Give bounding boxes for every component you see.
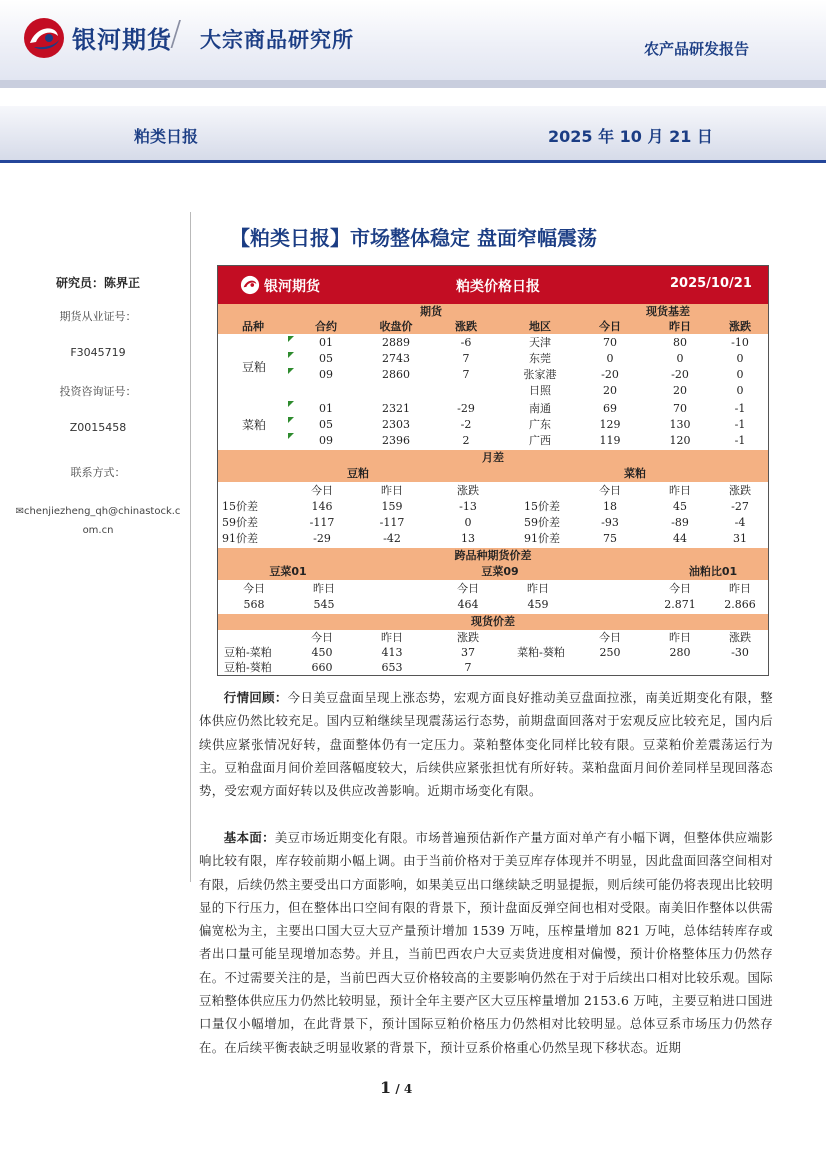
spot-spread-header: 现货价差 [471, 615, 515, 628]
value: 2.866 [724, 598, 756, 611]
cross-spread-header: 跨品种期货价差 [454, 549, 532, 562]
basis-change: -1 [734, 434, 746, 447]
col-header: 昨日 [313, 582, 335, 595]
envelope-icon: ✉ [15, 506, 24, 517]
row-label: 豆粕-葵粕 [224, 661, 272, 674]
col-header: 今日 [311, 631, 333, 644]
spot-basis-header: 现货基差 [646, 305, 690, 318]
page-separator: / [391, 1082, 404, 1096]
soymeal-label: 豆粕 [241, 360, 266, 374]
close-price: 2321 [382, 402, 410, 415]
value: -30 [731, 646, 749, 659]
monthly-spread-header: 月差 [482, 451, 504, 464]
flag-icon [288, 417, 294, 423]
basis-change: 0 [736, 352, 744, 365]
change: -6 [460, 336, 472, 349]
col-header: 今日 [457, 582, 479, 595]
basis-yesterday: 80 [673, 336, 687, 349]
close-price: 2860 [382, 368, 410, 381]
flag-icon [288, 433, 294, 439]
value: 459 [527, 598, 549, 611]
basis-today: 0 [606, 352, 614, 365]
col-header: 涨跌 [729, 320, 751, 333]
basis-yesterday: 120 [669, 434, 691, 447]
flag-icon [288, 352, 294, 358]
report-title: 【粕类日报】市场整体稳定 盘面窄幅震荡 [230, 226, 597, 250]
basis-yesterday: 130 [669, 418, 691, 431]
col-header: 昨日 [669, 320, 691, 333]
value: 37 [461, 646, 475, 659]
value: 660 [311, 661, 333, 674]
sidebar-divider [190, 212, 191, 882]
change: 7 [462, 352, 470, 365]
monthly-soymeal-label: 豆粕 [347, 467, 369, 480]
price-table [217, 265, 769, 676]
basis-change: -1 [734, 402, 746, 415]
galaxy-futures-logo-icon [240, 275, 260, 295]
table-brand: 银河期货 [264, 279, 320, 295]
col-header: 今日 [311, 484, 333, 497]
futures-cert: F3045719 [70, 346, 126, 359]
daily-title: 粕类日报 [134, 127, 199, 146]
col-header: 地区 [529, 320, 551, 333]
value: -93 [601, 516, 619, 529]
change: -2 [460, 418, 472, 431]
value: -13 [459, 500, 477, 513]
basis-yesterday: 70 [673, 402, 687, 415]
flag-icon [288, 336, 294, 342]
row-label: 91价差 [222, 532, 258, 545]
value: 75 [603, 532, 617, 545]
value: -117 [309, 516, 335, 529]
col-header: 昨日 [729, 582, 751, 595]
col-header: 品种 [242, 320, 264, 333]
page-number [380, 1078, 412, 1097]
value: 413 [381, 646, 403, 659]
basis-change: -10 [731, 336, 749, 349]
table-title: 粕类价格日报 [456, 279, 540, 295]
title-band-rule [0, 160, 826, 163]
close-price: 2889 [382, 336, 410, 349]
close-price: 2303 [382, 418, 410, 431]
col-header: 昨日 [669, 484, 691, 497]
basis-change: -1 [734, 418, 746, 431]
change: 7 [462, 368, 470, 381]
col-header: 今日 [599, 484, 621, 497]
contract: 01 [319, 402, 333, 415]
researcher: 研究员：陈界正 [55, 276, 140, 290]
col-header: 今日 [243, 582, 265, 595]
basis-change: 0 [736, 384, 744, 397]
col-header: 昨日 [381, 484, 403, 497]
col-header: 涨跌 [457, 484, 479, 497]
close-price: 2396 [382, 434, 410, 447]
value: 280 [669, 646, 691, 659]
region: 日照 [529, 384, 551, 397]
change: -29 [457, 402, 475, 415]
value: -4 [734, 516, 746, 529]
report-date: 2025 年 10 月 21 日 [548, 127, 713, 146]
contact-email[interactable] [14, 502, 182, 540]
contract: 09 [319, 434, 333, 447]
contract: 09 [319, 368, 333, 381]
basis-today: 129 [599, 418, 621, 431]
col-header: 今日 [669, 582, 691, 595]
email-line1: chenjiezheng_qh@chinastock.c [23, 506, 181, 517]
value: 250 [599, 646, 621, 659]
basis-today: -20 [601, 368, 619, 381]
col-header: 昨日 [669, 631, 691, 644]
row-label: 15价差 [524, 500, 560, 513]
value: 464 [457, 598, 479, 611]
consult-cert-label: 投资咨询证号： [59, 385, 137, 398]
col-header: 合约 [315, 320, 337, 333]
page-total: 4 [403, 1082, 413, 1096]
brand-name: 银河期货 [72, 26, 172, 54]
value: -42 [383, 532, 401, 545]
contract: 01 [319, 336, 333, 349]
cross-g1-label: 豆菜01 [269, 565, 307, 578]
table-date: 2025/10/21 [670, 276, 752, 291]
basis-today: 70 [603, 336, 617, 349]
futures-header: 期货 [420, 305, 442, 318]
row-label: 59价差 [524, 516, 560, 529]
row-label: 91价差 [524, 532, 560, 545]
report-type: 农产品研发报告 [644, 40, 750, 58]
region: 张家港 [523, 368, 557, 381]
table-header [218, 266, 768, 304]
col-header: 涨跌 [729, 484, 751, 497]
monthly-rapemeal-label: 菜粕 [624, 467, 646, 480]
col-header: 今日 [599, 631, 621, 644]
page-current: 1 [380, 1078, 392, 1097]
basis-today: 20 [603, 384, 617, 397]
flag-icon [288, 368, 294, 374]
contact-label: 联系方式： [70, 466, 126, 479]
value: 7 [464, 661, 472, 674]
institute-name: 大宗商品研究所 [200, 28, 354, 52]
value: 146 [311, 500, 333, 513]
email-line2: om.cn [82, 525, 114, 536]
basis-yesterday: 20 [673, 384, 687, 397]
col-header: 涨跌 [457, 631, 479, 644]
value: 450 [311, 646, 333, 659]
col-header: 涨跌 [729, 631, 751, 644]
region: 南通 [529, 402, 551, 415]
col-header: 收盘价 [379, 320, 413, 333]
basis-yesterday: -20 [671, 368, 689, 381]
fundamentals-paragraph [199, 826, 773, 1059]
header-divider-bar [0, 80, 826, 88]
region: 广东 [529, 418, 551, 431]
cross-g2-label: 豆菜09 [481, 565, 519, 578]
value: 44 [673, 532, 687, 545]
market-review-paragraph [199, 686, 773, 802]
value: 31 [733, 532, 747, 545]
col-header: 今日 [599, 320, 621, 333]
value: 2.871 [664, 598, 696, 611]
rapemeal-label: 菜粕 [241, 418, 266, 432]
row-label: 15价差 [222, 500, 258, 513]
basis-today: 119 [599, 434, 621, 447]
value: 159 [381, 500, 403, 513]
value: -117 [379, 516, 405, 529]
col-header: 涨跌 [455, 320, 477, 333]
galaxy-futures-logo-icon [22, 16, 66, 60]
value: 18 [603, 500, 617, 513]
consult-cert: Z0015458 [69, 421, 127, 434]
value: -29 [313, 532, 331, 545]
change: 2 [462, 434, 470, 447]
col-header: 昨日 [527, 582, 549, 595]
futures-cert-label: 期货从业证号： [59, 310, 137, 323]
value: 13 [461, 532, 475, 545]
region: 天津 [529, 336, 551, 349]
market-review-text: 今日美豆盘面呈现上涨态势，宏观方面良好推动美豆盘面拉涨，南美近期变化有限，整体供应仍然比较充足。国内豆粕继续呈现震荡运行态势，前期盘面回落对于宏观反应比较充足，国内后续供应紧张情况好转，盘面整体仍有一定压力。菜粕整体变化同样比较有限。豆菜粕价差震荡运行为主。豆粕盘面月间价差回落幅度较大，后续供应紧张担忧有所好转。菜粕盘面月间价差同样呈现回落态势，受宏观方面好转以及供应改善影响。近期市场变化有限。 [199, 690, 773, 799]
flag-icon [288, 401, 294, 407]
value: 545 [313, 598, 335, 611]
row-label: 豆粕-菜粕 [224, 646, 272, 659]
region: 广西 [529, 434, 551, 447]
market-review-lead: 行情回顾： [223, 690, 288, 705]
contract: 05 [319, 352, 333, 365]
contract: 05 [319, 418, 333, 431]
basis-change: 0 [736, 368, 744, 381]
value: -27 [731, 500, 749, 513]
region: 东莞 [529, 352, 551, 365]
value: 45 [673, 500, 687, 513]
fundamentals-text: 美豆市场近期变化有限。市场普遍预估新作产量方面对单产有小幅下调，但整体供应端影响比较有限，库存较前期小幅上调。由于当前价格对于美豆库存体现并不明显，因此盘面回落空间相对有限，后续仍然主要受出口方面影响，如果美豆出口继续缺乏明显提振，则后续可能仍将表现出比较明显的下行压力，但在整体出口空间有限的背景下，预计盘面反弹空间也相对受限。南美旧作整体以供需偏宽松为主，主要出口国大豆大豆产量预计增加 1539 万吨，压榨量增加 821 万吨，总体结转库存或者出口量可能呈现增加态势。并且，当前巴西农户大豆卖货进度相对偏慢，预计价格整体压力仍然存在。不过需要关注的是，当前巴西大豆价格较高的主要影响仍然在于对于后续出口相对比较乐观。国际豆粕整体供应压力仍然比较明显，预计全年主要产区大豆压榨量增加 2153.6 万吨，主要豆粕进口国进口量仅小幅增加，在此背景下，预计国际豆粕价格压力仍然相对比较明显。总体豆系市场压力仍然存在。在后续平衡表缺乏明显收紧的背景下，预计豆系价格重心仍然呈现下移状态。近期 [199, 830, 774, 1055]
value: 653 [381, 661, 403, 674]
value: -89 [671, 516, 689, 529]
row-label: 菜粕-葵粕 [517, 646, 565, 659]
close-price: 2743 [382, 352, 410, 365]
value: 0 [464, 516, 472, 529]
row-label: 59价差 [222, 516, 258, 529]
col-header: 昨日 [381, 631, 403, 644]
header-divider: / [170, 14, 182, 54]
value: 568 [243, 598, 265, 611]
cross-g3-label: 油粕比01 [688, 565, 738, 578]
fundamentals-lead: 基本面： [223, 830, 275, 845]
basis-today: 69 [603, 402, 617, 415]
basis-yesterday: 0 [676, 352, 684, 365]
